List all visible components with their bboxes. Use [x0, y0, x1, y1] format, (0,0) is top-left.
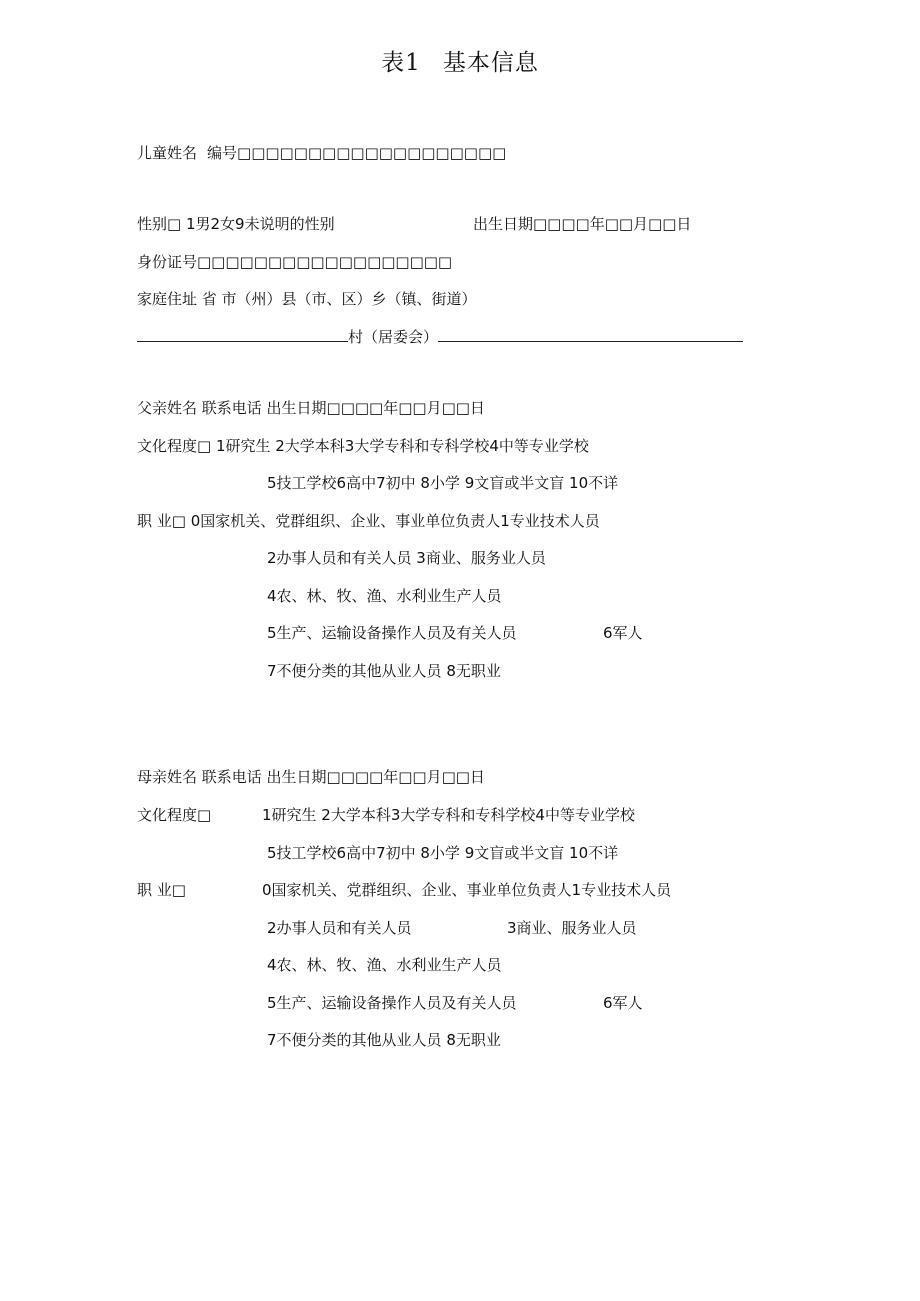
father-occupation-line5: 7不便分类的其他从业人员 8无职业: [267, 662, 501, 680]
mother-education-label[interactable]: 文化程度□: [137, 806, 212, 824]
page-title: [0, 44, 920, 77]
table-number: 表1: [381, 50, 421, 76]
child-id-number-field[interactable]: 编号□□□□□□□□□□□□□□□□□□□: [207, 144, 507, 162]
mother-occupation-line4: 5生产、运输设备操作人员及有关人员: [267, 994, 517, 1012]
village-blank-line[interactable]: [137, 327, 348, 342]
mother-occupation-military: 6军人: [603, 994, 643, 1012]
mother-header[interactable]: 母亲姓名 联系电话 出生日期□□□□年□□月□□日: [137, 768, 485, 786]
mother-education-options: 1研究生 2大学本科3大学专科和专科学校4中等专业学校: [262, 806, 635, 824]
table-name: 基本信息: [442, 50, 539, 76]
mother-occupation-line2a: 2办事人员和有关人员: [267, 919, 412, 937]
mother-occupation-options: 0国家机关、党群组织、企业、事业单位负责人1专业技术人员: [262, 881, 672, 899]
father-occupation-line3: 4农、林、牧、渔、水利业生产人员: [267, 587, 502, 605]
father-education-options-cont: 5技工学校6高中7初中 8小学 9文盲或半文盲 10不详: [267, 474, 619, 492]
child-name-label: 儿童姓名: [137, 144, 198, 162]
child-gender-field[interactable]: 性别□ 1男2女9未说明的性别: [137, 215, 335, 233]
child-id-card-field[interactable]: 身份证号□□□□□□□□□□□□□□□□□□: [137, 253, 453, 271]
father-occupation-line4: 5生产、运输设备操作人员及有关人员: [267, 624, 517, 642]
mother-occupation-line3: 4农、林、牧、渔、水利业生产人员: [267, 956, 502, 974]
father-occupation-options[interactable]: 职 业□ 0国家机关、党群组织、企业、事业单位负责人1专业技术人员: [137, 512, 600, 530]
father-header[interactable]: 父亲姓名 联系电话 出生日期□□□□年□□月□□日: [137, 399, 485, 417]
father-education-options[interactable]: 文化程度□ 1研究生 2大学本科3大学专科和专科学校4中等专业学校: [137, 437, 589, 455]
child-name-row: [137, 143, 506, 163]
village-label: 村（居委会）: [348, 328, 439, 346]
home-address-village-row: [137, 327, 743, 347]
father-occupation-military: 6军人: [603, 624, 643, 642]
home-address-field[interactable]: 家庭住址 省 市（州）县（市、区）乡（镇、街道）: [137, 290, 477, 308]
father-occupation-line2: 2办事人员和有关人员 3商业、服务业人员: [267, 549, 546, 567]
mother-occupation-label[interactable]: 职 业□: [137, 881, 186, 899]
mother-education-options-cont: 5技工学校6高中7初中 8小学 9文盲或半文盲 10不详: [267, 844, 619, 862]
committee-blank-line[interactable]: [438, 327, 743, 342]
mother-occupation-line2b: 3商业、服务业人员: [507, 919, 637, 937]
mother-occupation-line5: 7不便分类的其他从业人员 8无职业: [267, 1031, 501, 1049]
child-birth-date-field[interactable]: 出生日期□□□□年□□月□□日: [473, 215, 692, 233]
